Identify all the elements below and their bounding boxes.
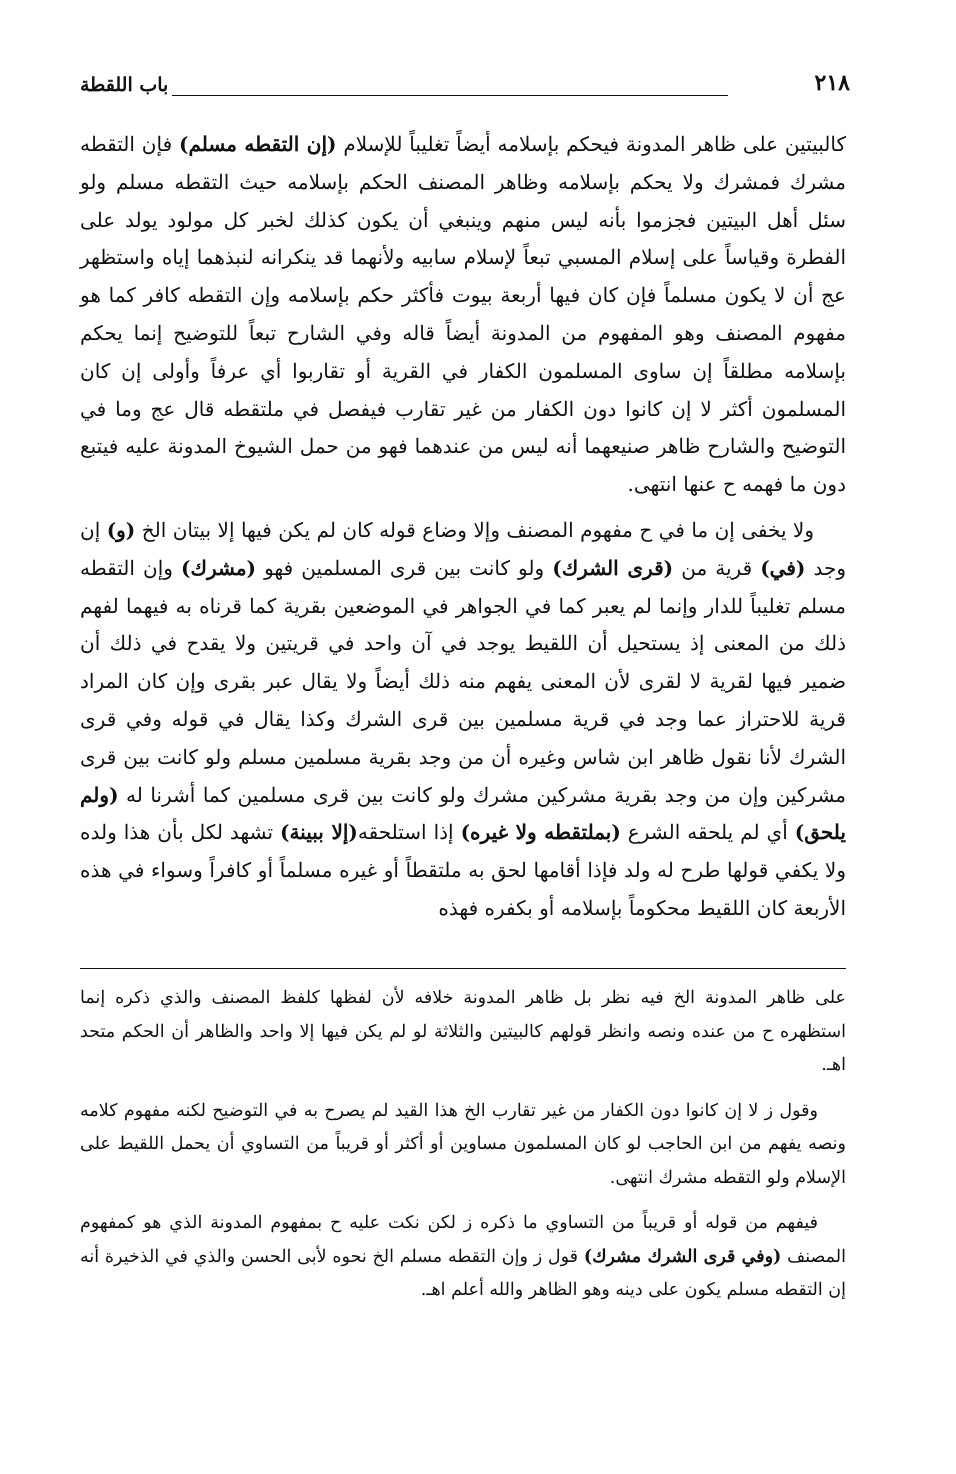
text-run: وإن التقطه مسلم تغليباً للدار وإنما لم يعبر كما في الجواهر في الموضعين بقرية كما قرناه به فيهما لفهم ذلك من المعنى إذ يستحيل أن اللقيط يوجد في آن واحد في قريتين ولا يقدح في ذلك أن ضمير فيها لقرية لا لقرى لأن المعنى يفهم منه ذلك أيضاً ولا يقال عبر بقرى وإن كان المراد قرية للاحتراز عما وجد في قرية مسلمين بين قرى الشرك وكذا يقال في قوله وفي قرى الشرك لأنا نقول ظاهر ابن شاس وغيره أن من وجد بقرية مسلمين مسلم ولو كانت بين قرى مشركين وإن من وجد بقرية مشركين مشرك ولو كانت بين قرى مسلمين كما أشرنا له (80, 555, 846, 807)
footnote-2: وقول ز لا إن كانوا دون الكفار من غير تقارب الخ هذا القيد لم يصرح به في التوضيح لكنه مفهوم كلامه ونصه يفهم من ابن الحاجب لو كان المسلمون مساوين أو أكثر أو قريباً من التساوي أن يحمل اللقيط على الإسلام ولو التقطه مشرك انتهى. (80, 1100, 846, 1188)
bold-term: (و) (106, 517, 136, 542)
chapter-title: باب اللقطة (80, 74, 169, 96)
text-run: ولو كانت بين قرى المسلمين فهو (256, 555, 553, 580)
bold-term: (إن التقطه مسلم) (178, 132, 337, 156)
text-run: إن وجد (80, 517, 846, 580)
bold-term: (قرى الشرك) (552, 555, 674, 580)
page-header (80, 64, 850, 104)
page-number: ٢١٨ (814, 70, 850, 96)
bold-term: (ولم يلحق) (80, 782, 846, 845)
text-run: كالبيتين على ظاهر المدونة فيحكم بإسلامه أيضاً تغليباً للإسلام (336, 132, 846, 156)
text-run: أي لم يلحقه الشرع (620, 820, 795, 845)
bold-term: (بملتقطه ولا غيره) (460, 820, 621, 845)
text-run: ولا يخفى إن ما في ح مفهوم المصنف وإلا وضاع قوله كان لم يكن فيها إلا بيتان الخ (135, 517, 815, 542)
footnotes (80, 982, 846, 1320)
bold-term: (إلا ببينة) (280, 820, 358, 845)
footnote-3 (80, 1207, 846, 1308)
text-run: إذا استلحقه (357, 820, 461, 845)
footnote-1: على ظاهر المدونة الخ فيه نظر بل ظاهر المدونة خلافه لأن لفظها كلفظ المصنف والذي ذكره إنما استظهره ح من عنده ونصه وانظر قولهم كالبيتين والثلاثة لو لم يكن فيها إلا واحد والظاهر أن الحكم متحد اهـ. (80, 988, 846, 1075)
bold-term: (مشرك) (181, 555, 257, 580)
main-paragraph-1 (80, 126, 846, 504)
main-paragraph-2 (80, 512, 846, 928)
bold-term: (في) (760, 555, 806, 580)
text-run: تشهد لكل بأن هذا ولده ولا يكفي قولها طرح له ولد فإذا أقامها لحق به ملتقطاً أو غيره مسلماً أو كافراً وسواء في هذه الأربعة كان اللقيط محكوماً بإسلامه أو بكفره فهذه (80, 820, 846, 920)
header-rule (172, 95, 728, 96)
text-run: قرية من (673, 555, 761, 580)
bold-term: (وفي قرى الشرك مشرك) (583, 1246, 782, 1267)
text-run: قول ز وإن التقطه مسلم الخ نحوه لأبى الحسن والذي في الذخيرة أنه إن التقطه مسلم يكون على دينه وهو الظاهر والله أعلم اهـ. (80, 1246, 846, 1300)
text-run: فإن التقطه مشرك فمشرك ولا يحكم بإسلامه وظاهر المصنف الحكم بإسلامه حيث التقطه مسلم ولو سئل أهل البيتين فجزموا بأنه ليس منهم وينبغي أن يكون كذلك لخبر كل مولود يولد على الفطرة وقياساً على إسلام المسبي تبعاً لإسلام سابيه ولأنهما قد ينكرانه لنبذهما إياه واستظهر عج أن لا يكون مسلماً فإن كان فيها أربعة بيوت فأكثر حكم بإسلامه وإن التقطه كافر كما هو مفهوم المصنف وهو المفهوم من المدونة أيضاً قاله وفي الشارح تبعاً للتوضيح إنما يحكم بإسلامه مطلقاً إن ساوى المسلمون الكفار في القرية أو تقاربوا أي عرفاً وأولى إن كان المسلمون أكثر لا إن كانوا دون الكفار من غير تقارب فيفصل في ملتقطه قال عج وما في التوضيح والشارح ظاهر صنيعهما أنه ليس من عندهما فهو من حمل الشيوخ المدونة عليه فيتبع دون ما فهمه ح عنها انتهى. (80, 132, 846, 497)
main-text (80, 126, 846, 928)
footnote-separator (80, 968, 846, 969)
text-run: فيفهم من قوله أو قريباً من التساوي ما ذكره ز لكن نكت عليه ح بمفهوم المدونة الذي هو كمفهوم المصنف (80, 1213, 846, 1267)
